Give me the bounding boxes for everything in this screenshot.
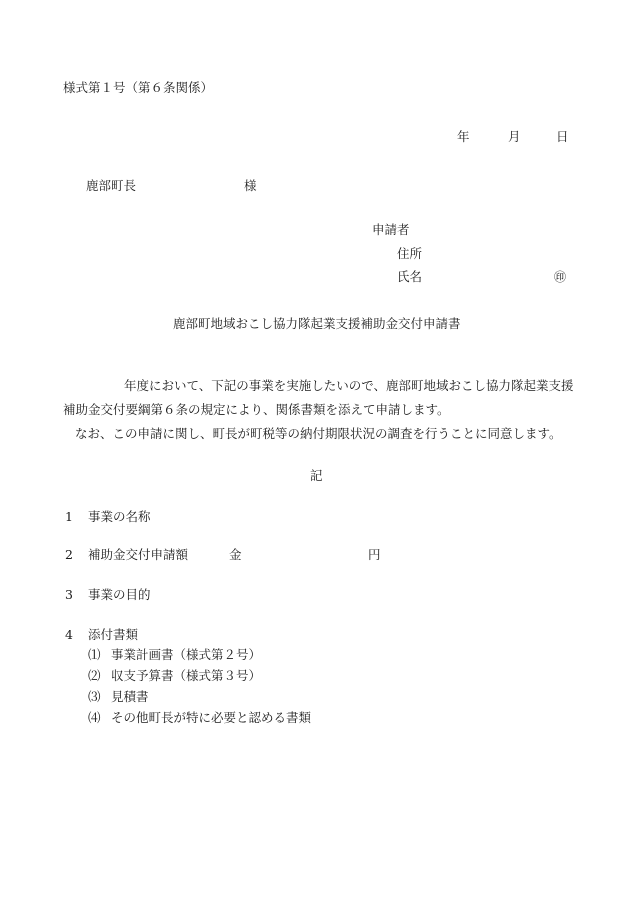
addressee-honorific: 様	[244, 178, 257, 193]
ki-heading: 記	[310, 468, 323, 483]
seal-mark: ㊞	[554, 270, 567, 284]
item-4-sub-3-number: ⑶	[88, 689, 101, 704]
item-3-number: 3	[65, 587, 73, 602]
applicant-name-label: 氏名	[397, 269, 423, 284]
item-4-sub-2-label: 収支予算書（様式第３号）	[111, 668, 262, 683]
date-year-label: 年	[457, 129, 470, 144]
item-4-sub-2-number: ⑵	[88, 668, 101, 683]
date-day-label: 日	[556, 129, 569, 144]
body-line-3: なお、この申請に関し、町長が町税等の納付期限状況の調査を行うことに同意します。	[75, 426, 562, 441]
item-2-kin: 金	[229, 547, 242, 562]
item-4-sub-1-number: ⑴	[88, 647, 101, 662]
item-4-sub-4-label: その他町長が特に必要と認める書類	[111, 710, 312, 725]
item-4-sub-3-label: 見積書	[111, 689, 149, 704]
item-1-label: 事業の名称	[88, 509, 151, 524]
item-4-number: 4	[65, 627, 73, 642]
item-2-number: 2	[65, 547, 73, 562]
item-4-sub-4-number: ⑷	[88, 710, 101, 725]
item-3-label: 事業の目的	[88, 587, 151, 602]
form-number: 様式第１号（第６条関係）	[63, 80, 214, 95]
item-2-yen: 円	[368, 547, 381, 562]
addressee-name: 鹿部町長	[86, 178, 137, 193]
item-1-number: 1	[65, 509, 73, 524]
applicant-label: 申請者	[372, 222, 410, 237]
item-2-label: 補助金交付申請額	[88, 547, 189, 562]
document-title: 鹿部町地域おこし協力隊起業支援補助金交付申請書	[173, 316, 461, 331]
item-4-sub-1-label: 事業計画書（様式第２号）	[111, 647, 262, 662]
item-4-label: 添付書類	[88, 627, 139, 642]
date-month-label: 月	[508, 129, 521, 144]
body-line-1: 年度において、下記の事業を実施したいので、鹿部町地域おこし協力隊起業支援	[124, 378, 574, 393]
applicant-address-label: 住所	[397, 246, 423, 261]
body-line-2: 補助金交付要綱第６条の規定により、関係書類を添えて申請します。	[63, 402, 450, 417]
